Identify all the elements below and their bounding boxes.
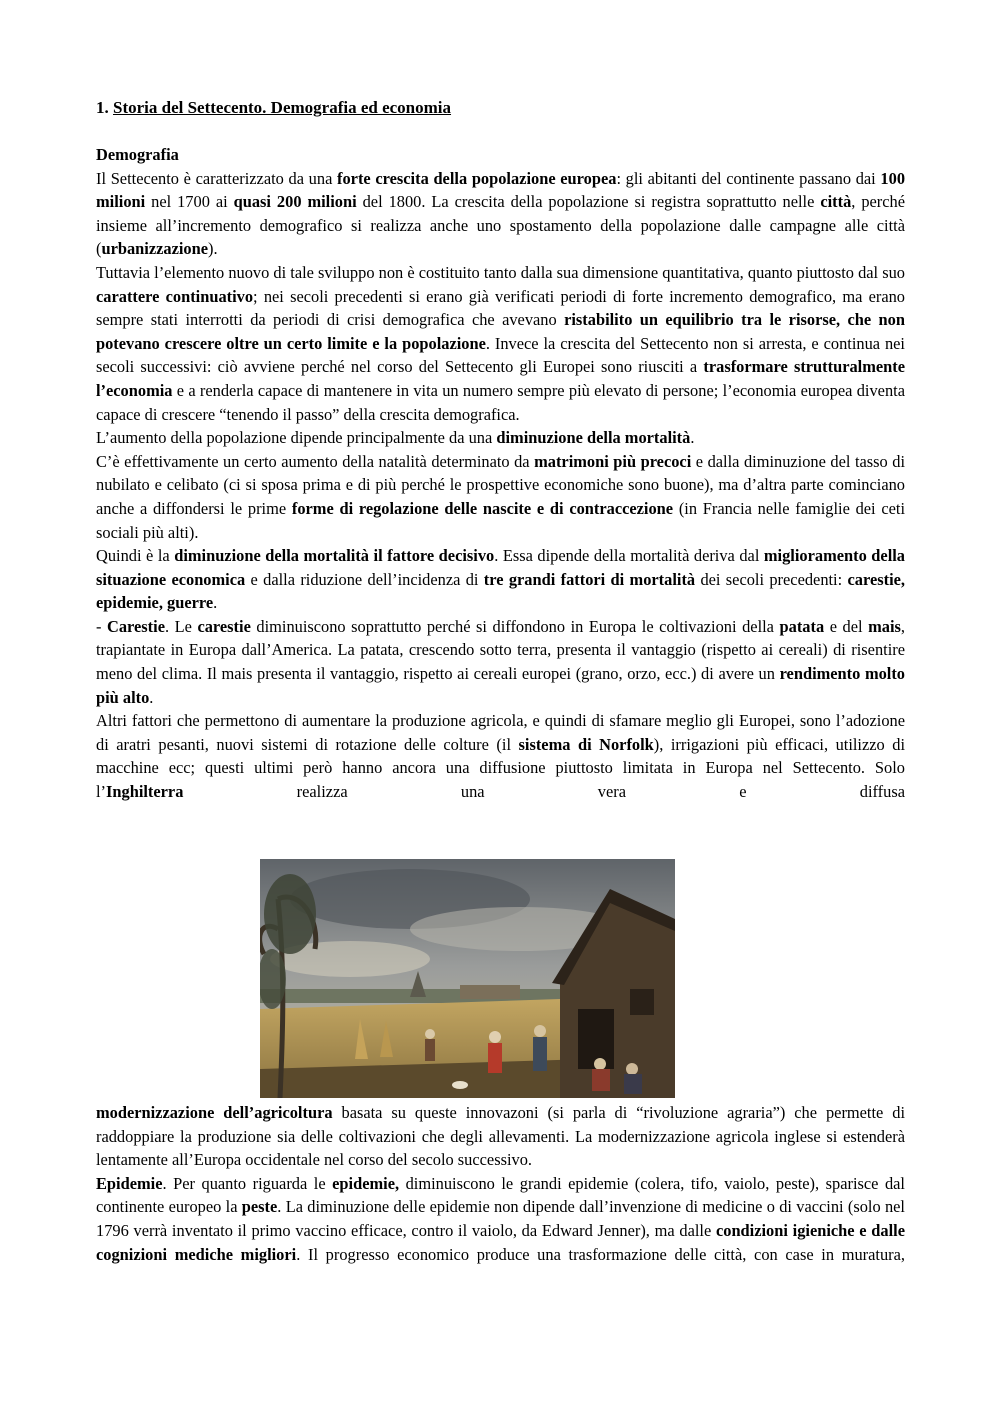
paragraph: Quindi è la diminuzione della mortalità il fattore decisivo. Essa dipende della mortalità deriva dal miglioramento della situazione economica e dalla riduzione dell’incidenza di tre grandi fattori di mortalità dei secoli precedenti: carestie, epidemie, guerre. [96,546,906,613]
paragraph: Tuttavia l’elemento nuovo di tale sviluppo non è costituito tanto dalla sua dimensione quantitativa, quanto piuttosto dal suo carattere continuativo; nei secoli precedenti si erano già verificati periodi di forte incremento demografico, ma erano sempre stati interrotti da periodi di crisi demografica che avevano ristabilito un equilibrio tra le risorse, che non potevano crescere oltre un certo limite e la popolazione. Invece la crescita del Settecento non si arresta, e continua nei secoli successivi: ciò avviene perché nel corso del Settecento gli Europei sono riusciti a trasformare strutturalmente l’economia e a renderla capace di mantenere in vita un numero sempre più elevato di persone; l’economia europea diventa capace di crescere “tenendo il passo” della crescita demografica. [96,262,905,424]
bold-phrase: miglioramento della situazione economica [96,546,905,589]
paragraph: C’è effettivamente un certo aumento della natalità determinato da matrimoni più precoci e dalla diminuzione del tasso di nubilato e celibato (ci si sposa prima e di più perché le prospettive economiche sono buone), ma d’altra parte cominciano anche a diffondersi le prime forme di regolazione delle nascite e di contraccezione (in Francia nelle famiglie dei ceti sociali più alti). [96,451,905,542]
bold-phrase: carattere continuativo [96,286,254,306]
bold-phrase: carestie, epidemie, guerre [96,569,906,613]
bold-phrase: trasformare strutturalmente l’economia [96,357,905,400]
bold-phrase: forte crescita della popolazione europea [337,168,617,188]
bold-phrase: tre grandi fattori di mortalità [483,569,696,589]
bold-phrase: quasi 200 milioni [233,192,357,212]
title-number: 1. [96,98,109,117]
paragraph: Altri fattori che permettono di aumentare la produzione agricola, e quindi di sfamare meglio gli Europei, sono l’adozione di aratri pesanti, nuovi sistemi di rotazione delle colture (il sistema di Norfolk), irrigazioni più efficaci, utilizzo di macchine ecc; questi ultimi però hanno ancora una diffusione piuttosto limitata in Europa nel Settecento. Solo l’Inghilterra realizza una vera e diffusa [96,711,906,802]
bold-phrase: Epidemie [96,1173,163,1193]
bold-phrase: patata [779,616,825,636]
bold-phrase: urbanizzazione [101,239,208,259]
section-heading: Demografia [96,145,179,164]
body-after-image [96,1101,905,1266]
bold-phrase: modernizzazione dell’agricoltura [96,1103,333,1122]
bold-phrase: mais [868,616,901,636]
bold-phrase: matrimoni più precoci [534,451,692,471]
bold-phrase: città [820,192,852,212]
bold-phrase: ristabilito un equilibrio tra le risorse, che non potevano crescere oltre un certo limite e la popolazione [96,310,905,353]
bold-phrase: carestie [197,616,251,636]
paragraph: modernizzazione dell’agricoltura basata su queste innovazoni (si parla di “rivoluzione agraria”) che permette di raddoppiare la produzione sia delle coltivazioni che degli allevamenti. La modernizzazione agricola inglese si estenderà lentamente all’Europa occidentale nel corso del secolo successivo. [96,1103,906,1170]
painting-image [260,859,675,1098]
bold-phrase: rendimento molto più alto [96,664,905,707]
paragraph: - Carestie. Le carestie diminuiscono soprattutto perché si diffondono in Europa le coltivazioni della patata e del mais, trapiantate in Europa dall’America. La patata, crescendo sotto terra, presenta il vantaggio (rispetto ai cereali) di risentire meno del clima. Il mais presenta il vantaggio, rispetto ai cereali europei (grano, orzo, ecc.) di avere un rendimento molto più alto. [96,616,905,707]
bold-phrase: 100 milioni [96,168,906,212]
title-text: Storia del Settecento. Demografia ed economia [113,98,452,117]
painting-harvest-scene [260,859,675,1098]
bold-phrase: Inghilterra [106,782,184,802]
body-before-image [96,143,905,804]
bold-phrase: diminuzione della mortalità il fattore decisivo [174,546,495,566]
bold-phrase: forme di regolazione delle nascite e di contraccezione [291,498,674,518]
bold-phrase: diminuzione della mortalità [496,428,691,448]
paragraph: Epidemie. Per quanto riguarda le epidemie, diminuiscono le grandi epidemie (colera, tifo, vaiolo, peste), sparisce dal continente europeo la peste. La diminuzione delle epidemie non dipende dall’invenzione di medicine o di vaccini (solo nel 1796 verrà inventato il primo vaccino efficace, contro il vaiolo, da Edward Jenner), ma dalle condizioni igieniche e dalle cognizioni mediche migliori. Il progresso economico produce una trasformazione delle città, con case in muratura, [96,1173,905,1264]
paragraph: L’aumento della popolazione dipende principalmente da una diminuzione della mortalità. [96,428,695,448]
bold-phrase: condizioni igieniche e dalle cognizioni mediche migliori [96,1220,905,1264]
bold-phrase: peste [241,1197,278,1217]
page-title [96,96,916,120]
bold-phrase: epidemie, [332,1173,400,1193]
bold-phrase: Carestie [107,616,165,636]
bold-phrase: sistema di Norfolk [518,734,654,754]
paragraph: Il Settecento è caratterizzato da una forte crescita della popolazione europea: gli abitanti del continente passano dai 100 milioni nel 1700 ai quasi 200 milioni del 1800. La crescita della popolazione si registra soprattutto nelle città, perché insieme all’incremento demografico si realizza anche uno spostamento della popolazione dalle campagne alle città (urbanizzazione). [96,168,906,259]
